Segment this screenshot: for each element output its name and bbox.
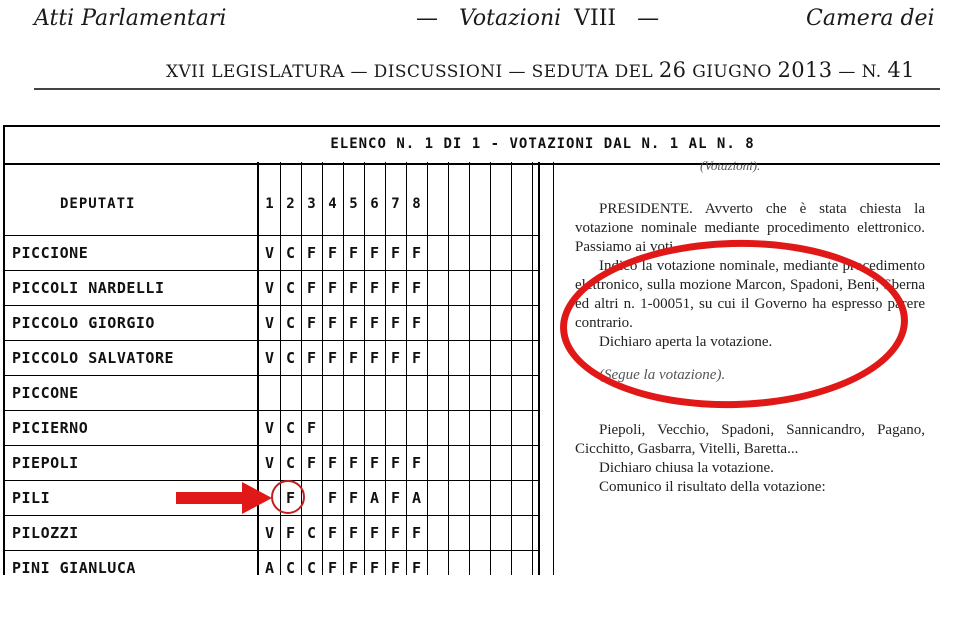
number-value: 41: [887, 58, 915, 82]
grid-line: [385, 162, 386, 575]
grid-line: [280, 162, 281, 575]
transcript-paragraph: Dichiaro chiusa la votazione.: [599, 460, 774, 476]
vote-cell: F: [390, 559, 401, 577]
vote-cell: V: [264, 419, 275, 437]
vote-table-title-text: ELENCO N. 1 DI 1 - VOTAZIONI DAL N. 1 AL N. 8: [330, 136, 755, 152]
vote-cell: F: [327, 524, 338, 542]
deputy-name: PILOZZI: [12, 524, 79, 542]
vote-number-header: 8: [412, 196, 421, 212]
separator: —: [350, 62, 368, 82]
vote-cell: C: [285, 314, 296, 332]
grid-line: [5, 480, 538, 481]
vote-cell: V: [264, 244, 275, 262]
seduta-month: GIUGNO: [692, 62, 772, 82]
vote-cell: F: [411, 314, 422, 332]
transcript-paragraph: Piepoli, Vecchio, Spadoni, Sannicandro, Pagano, Cicchitto, Gasbarra, Vitelli, Baretta...: [575, 422, 925, 457]
dash-left: —: [416, 6, 438, 31]
seduta-label: SEDUTA DEL: [531, 62, 654, 82]
grid-line: [532, 162, 533, 575]
vote-cell: F: [306, 419, 317, 437]
vote-cell: C: [306, 524, 317, 542]
vote-cell: F: [348, 244, 359, 262]
vote-cell: C: [285, 244, 296, 262]
deputy-name: PICCOLO SALVATORE: [12, 349, 175, 367]
transcript-paragraph: PRESIDENTE. Avverto che è stata chiesta la votazione nominale mediante procedimento elettronico. Passiamo ai voti.: [575, 201, 925, 255]
deputy-name: PICCOLO GIORGIO: [12, 314, 155, 332]
grid-line: [427, 162, 428, 575]
vote-cell: V: [264, 279, 275, 297]
deputy-name: PIEPOLI: [12, 454, 79, 472]
vote-cell: C: [285, 559, 296, 577]
grid-line: [343, 162, 344, 575]
vote-cell: F: [306, 454, 317, 472]
vote-cell: F: [369, 314, 380, 332]
running-head-center: [416, 6, 659, 31]
deputy-name: PICCONE: [12, 384, 79, 402]
vote-table-title: [5, 127, 940, 165]
vote-cell: F: [327, 244, 338, 262]
vote-cell: F: [390, 314, 401, 332]
vote-cell: F: [348, 314, 359, 332]
vote-cell: F: [390, 524, 401, 542]
session-subheader: [166, 58, 915, 82]
vote-cell: V: [264, 349, 275, 367]
vote-cell: F: [327, 279, 338, 297]
vote-cell: F: [285, 489, 296, 507]
grid-line: [5, 445, 538, 446]
vote-cell: F: [369, 244, 380, 262]
deputy-name: PICIERNO: [12, 419, 89, 437]
deputati-header: DEPUTATI: [60, 196, 136, 212]
running-head-numeral: VIII: [574, 6, 617, 31]
grid-line: [5, 305, 538, 306]
running-head-right: Camera dei: [806, 6, 935, 31]
vote-cell: F: [411, 279, 422, 297]
vote-cell: F: [390, 244, 401, 262]
grid-line: [553, 162, 554, 575]
deputy-name: PINI GIANLUCA: [12, 559, 136, 577]
vote-cell: F: [306, 349, 317, 367]
vote-cell: F: [327, 454, 338, 472]
vote-cell: F: [348, 349, 359, 367]
vote-number-header: 7: [391, 196, 400, 212]
vote-cell: F: [411, 454, 422, 472]
vote-cell: F: [327, 489, 338, 507]
seduta-year: 2013: [777, 58, 833, 82]
deputy-name: PICCIONE: [12, 244, 89, 262]
grid-line: [322, 162, 323, 575]
number-label: N.: [861, 62, 882, 82]
vote-cell: F: [348, 559, 359, 577]
separator: —: [508, 62, 526, 82]
highlight-circle: [271, 480, 305, 514]
vote-cell: F: [390, 489, 401, 507]
section-label: DISCUSSIONI: [373, 62, 503, 82]
transcript-cut-top: (Votazioni).: [700, 158, 761, 173]
vote-cell: F: [369, 349, 380, 367]
vote-cell: A: [411, 489, 422, 507]
vote-cell: F: [327, 349, 338, 367]
transcript-paragraph: Indico la votazione nominale, mediante procedimento elettronico, sulla mozione Marcon, Spadoni, Beni, Sberna ed altri n. 1-00051, su cui il Governo ha espresso parere contrario.: [575, 258, 925, 331]
vote-cell: F: [411, 349, 422, 367]
vote-cell: F: [348, 279, 359, 297]
vote-cell: F: [348, 454, 359, 472]
dash-right: —: [637, 6, 660, 31]
vote-cell: F: [411, 524, 422, 542]
grid-line: [5, 410, 538, 411]
vote-cell: F: [348, 524, 359, 542]
deputy-name: PICCOLI NARDELLI: [12, 279, 165, 297]
vote-number-header: 1: [265, 196, 274, 212]
vote-cell: V: [264, 524, 275, 542]
vote-cell: V: [264, 454, 275, 472]
grid-line: [5, 235, 538, 236]
vote-cell: F: [390, 349, 401, 367]
legislatura: XVII LEGISLATURA: [166, 62, 345, 82]
vote-cell: F: [306, 244, 317, 262]
vote-cell: F: [285, 524, 296, 542]
grid-line: [5, 270, 538, 271]
grid-line: [538, 162, 540, 575]
vote-cell: A: [369, 489, 380, 507]
vote-cell: C: [285, 454, 296, 472]
vote-cell: C: [306, 559, 317, 577]
vote-cell: V: [264, 314, 275, 332]
grid-line: [469, 162, 470, 575]
grid-line: [5, 515, 538, 516]
red-arrow-icon: [176, 482, 272, 514]
deputy-name: PILI: [12, 489, 51, 507]
vote-number-header: 6: [370, 196, 379, 212]
vote-cell: F: [369, 559, 380, 577]
vote-cell: F: [306, 314, 317, 332]
vote-number-header: 2: [286, 196, 295, 212]
vote-cell: C: [285, 419, 296, 437]
header-rule: [34, 88, 940, 90]
grid-line: [5, 550, 538, 551]
grid-line: [364, 162, 365, 575]
separator: —: [838, 62, 856, 82]
vote-cell: F: [369, 524, 380, 542]
vote-cell: F: [327, 559, 338, 577]
running-head: [0, 6, 960, 36]
vote-cell: F: [327, 314, 338, 332]
grid-line: [448, 162, 449, 575]
vote-cell: F: [369, 279, 380, 297]
page-margin: [940, 100, 960, 640]
grid-line: [5, 340, 538, 341]
vote-cell: F: [411, 559, 422, 577]
vote-cell: F: [369, 454, 380, 472]
vote-cell: F: [390, 279, 401, 297]
vote-cell: F: [348, 489, 359, 507]
running-head-left: Atti Parlamentari: [34, 6, 227, 31]
transcript-paragraph: Dichiaro aperta la votazione.: [599, 334, 773, 350]
vote-cell: A: [264, 559, 275, 577]
grid-line: [301, 162, 302, 575]
vote-number-header: 3: [307, 196, 316, 212]
seduta-day: 26: [658, 58, 687, 82]
vote-cell: F: [411, 244, 422, 262]
transcript-paragraph: Comunico il risultato della votazione:: [599, 479, 826, 495]
grid-line: [406, 162, 407, 575]
vote-number-header: 5: [349, 196, 358, 212]
transcript-segue: (Segue la votazione).: [599, 367, 726, 383]
grid-line: [5, 375, 538, 376]
vote-cell: F: [390, 454, 401, 472]
vote-number-header: 4: [328, 196, 337, 212]
vote-cell: F: [306, 279, 317, 297]
grid-line: [511, 162, 512, 575]
running-head-title: Votazioni: [459, 6, 562, 31]
vote-cell: C: [285, 279, 296, 297]
grid-line: [490, 162, 491, 575]
vote-cell: C: [285, 349, 296, 367]
